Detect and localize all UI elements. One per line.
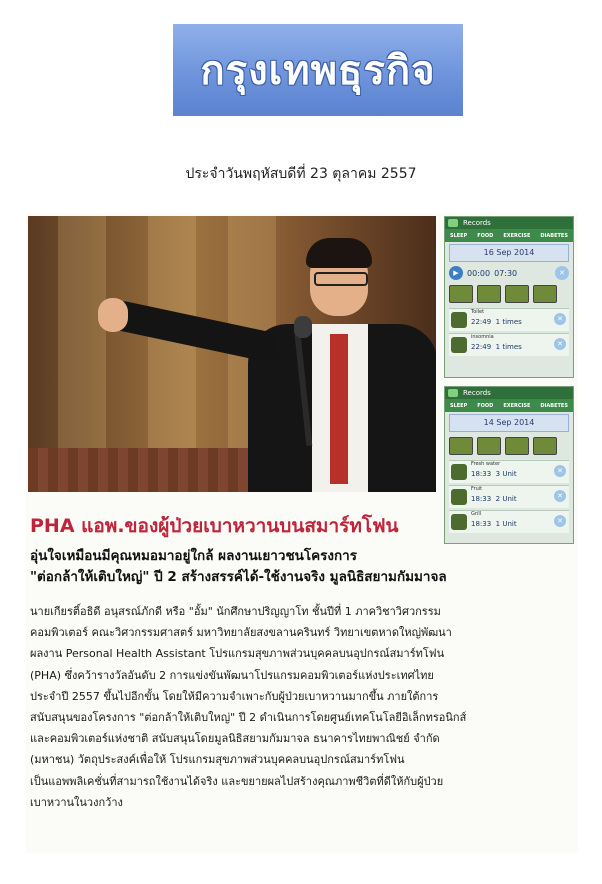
category-icon — [505, 437, 529, 455]
tab-exercise: EXERCISE — [503, 232, 531, 239]
category-icon — [449, 437, 473, 455]
app-screenshot-sleep — [444, 216, 574, 378]
play-icon: ▶ — [449, 266, 463, 280]
toilet-icon — [451, 312, 467, 328]
end-time: 07:30 — [494, 268, 518, 278]
delete-icon: ✕ — [554, 490, 566, 502]
record-row: Fruit 18:33 2 Unit ✕ — [449, 485, 569, 508]
presenter-photo — [28, 216, 436, 492]
app-icon — [448, 389, 458, 397]
app-titlebar: Records — [463, 219, 491, 227]
category-icons — [445, 282, 573, 306]
category-icon — [477, 437, 501, 455]
delete-icon: ✕ — [554, 515, 566, 527]
delete-icon: ✕ — [554, 313, 566, 325]
body-line: เบาหวานในวงกว้าง — [30, 795, 123, 809]
tab-sleep: SLEEP — [449, 402, 468, 409]
app-tabs — [445, 229, 573, 242]
article-subheadline — [30, 546, 570, 588]
body-line: และคอมพิวเตอร์แห่งชาติ สนับสนุนโดยมูลนิธิสยามกัมมาจล ธนาคารไทยพาณิชย์ จำกัด — [30, 732, 440, 746]
record-row: Toilet 22:49 1 times ✕ — [449, 308, 569, 331]
record-row: Grill 18:33 1 Unit ✕ — [449, 510, 569, 533]
category-icon — [533, 285, 557, 303]
category-icon — [505, 285, 529, 303]
tab-exercise: EXERCISE — [503, 402, 531, 409]
app-date: 16 Sep 2014 — [449, 244, 569, 262]
newspaper-masthead — [173, 24, 463, 116]
publication-date: ประจำวันพฤหัสบดีที่ 23 ตุลาคม 2557 — [185, 166, 417, 182]
fruit-icon — [451, 489, 467, 505]
delete-icon: ✕ — [554, 338, 566, 350]
category-icon — [477, 285, 501, 303]
category-icons — [445, 434, 573, 458]
body-line: สนับสนุนของโครงการ "ต่อกล้าให้เติบใหญ่" ปี 2 ดำเนินการโดยศูนย์เทคโนโลยีอิเล็กทรอนิกส์ — [30, 711, 467, 725]
tab-diabetes: DIABETES — [540, 402, 568, 409]
start-time: 00:00 — [467, 268, 491, 278]
body-line: ผลงาน Personal Health Assistant โปรแกรมสุขภาพส่วนบุคคลบนอุปกรณ์สมาร์ทโฟน — [30, 647, 445, 661]
body-line: (PHA) ซึ่งคว้ารางวัลอันดับ 2 การแข่งขันพัฒนาโปรแกรมคอมพิวเตอร์แห่งประเทศไทย — [30, 668, 434, 682]
tab-sleep: SLEEP — [449, 232, 468, 239]
article-headline: PHA แอพ.ของผู้ป่วยเบาหวานบนสมาร์ทโฟน — [30, 515, 399, 537]
body-line: คอมพิวเตอร์ คณะวิศวกรรมศาสตร์ มหาวิทยาลัยสงขลานครินทร์ วิทยาเขตหาดใหญ่พัฒนา — [30, 626, 452, 640]
body-line: นายเกียรติ์อธิดี อนุสรณ์ภักดี หรือ "อั้ม" นักศึกษาปริญญาโท ชั้นปีที่ 1 ภาควิชาวิศวกรรม — [30, 605, 441, 618]
category-icon — [533, 437, 557, 455]
subhead-line: "ต่อกล้าให้เติบใหญ่" ปี 2 สร้างสรรค์ได้-ใช้งานจริง มูลนิธิสยามกัมมาจล — [30, 569, 447, 585]
delete-icon: ✕ — [554, 465, 566, 477]
insomnia-icon — [451, 337, 467, 353]
app-date: 14 Sep 2014 — [449, 414, 569, 432]
water-icon — [451, 464, 467, 480]
record-row: Fresh water 18:33 3 Unit ✕ — [449, 460, 569, 483]
record-row: insomnia 22:49 1 times ✕ — [449, 333, 569, 356]
tab-food: FOOD — [477, 232, 494, 239]
app-icon — [448, 219, 458, 227]
app-tabs — [445, 399, 573, 412]
body-line: ประจำปี 2557 ขึ้นไปอีกขั้น โดยให้มีความจำเพาะกับผู้ป่วยเบาหวานมากขึ้น ภายใต้การ — [30, 689, 439, 703]
app-titlebar: Records — [463, 389, 491, 397]
masthead-title: กรุงเทพธุรกิจ — [200, 48, 436, 94]
article-body — [30, 601, 570, 813]
tab-diabetes: DIABETES — [540, 232, 568, 239]
subhead-line: อุ่นใจเหมือนมีคุณหมอมาอยู่ใกล้ ผลงานเยาวชนโครงการ — [30, 548, 357, 564]
category-icon — [449, 285, 473, 303]
body-line: (มหาชน) วัตถุประสงค์เพื่อให้ โปรแกรมสุขภาพส่วนบุคคลบนอุปกรณ์สมาร์ทโฟน — [30, 753, 405, 767]
tab-food: FOOD — [477, 402, 494, 409]
close-icon: ✕ — [555, 266, 569, 280]
body-line: เป็นแอพพลิเคชั่นที่สามารถใช้งานได้จริง และขยายผลไปสร้างคุณภาพชีวิตที่ดีให้กับผู้ป่วย — [30, 774, 444, 788]
